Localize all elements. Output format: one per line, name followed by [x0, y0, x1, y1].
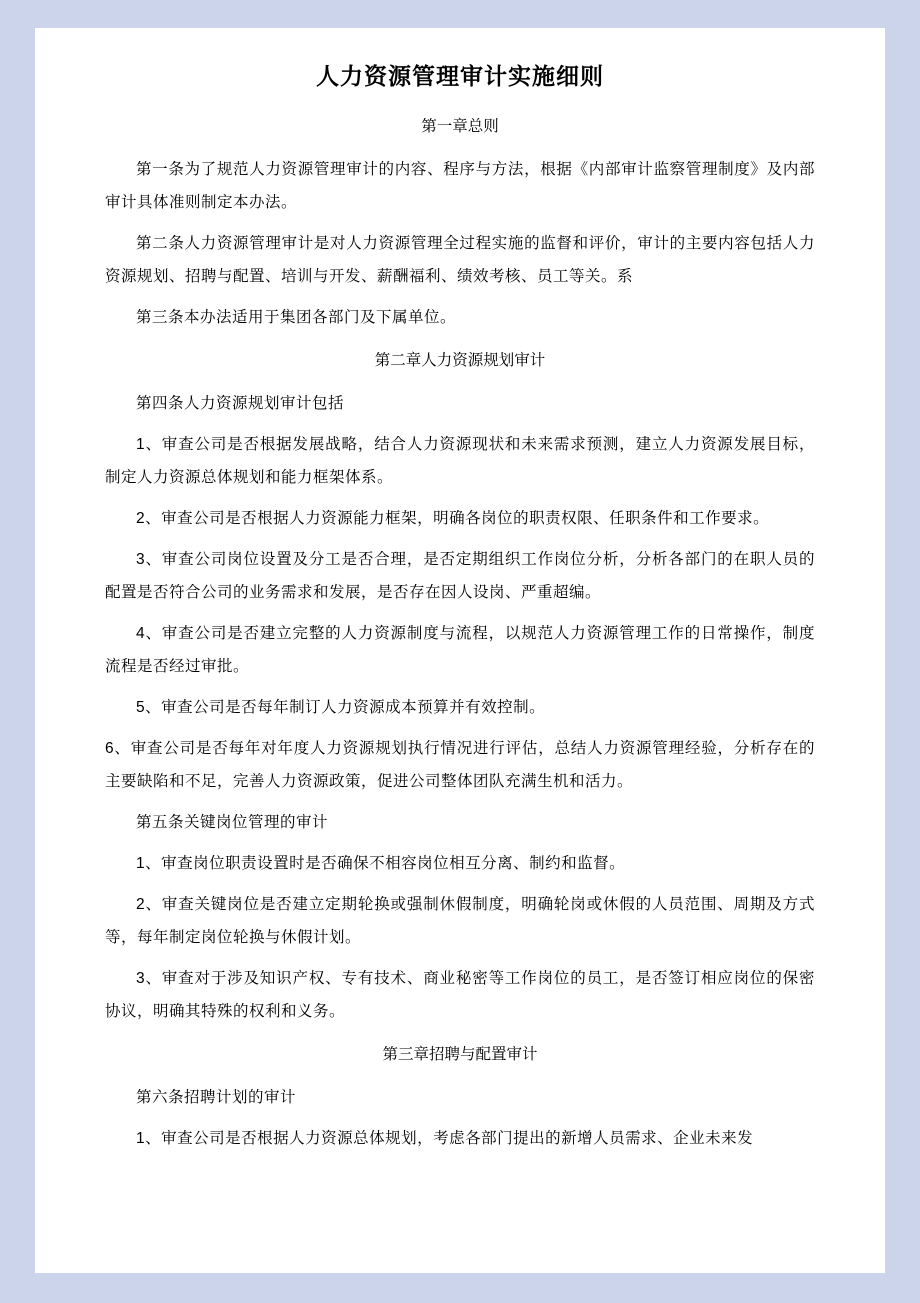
document-page	[35, 28, 885, 1273]
paragraph-article-4: 第四条人力资源规划审计包括	[136, 395, 345, 412]
paragraph-item-5: 5、审查公司是否每年制订人力资源成本预算并有效控制。	[136, 699, 546, 716]
paragraph-item-1: 1、审查公司是否根据发展战略，结合人力资源现状和未来需求预测，建立人力资源发展目标，制定人力资源总体规划和能力框架体系。	[105, 436, 815, 486]
paragraph-item-4: 4、审查公司是否建立完整的人力资源制度与流程，以规范人力资源管理工作的日常操作，制度流程是否经过审批。	[105, 625, 815, 675]
chapter-heading-1: 第一章总则	[421, 118, 499, 135]
paragraph-item-3: 3、审查公司岗位设置及分工是否合理，是否定期组织工作岗位分析，分析各部门的在职人员的配置是否符合公司的业务需求和发展，是否存在因人设岗、严重超编。	[105, 551, 815, 601]
chapter-heading-2: 第二章人力资源规划审计	[374, 352, 546, 369]
paragraph-article-1: 第一条为了规范人力资源管理审计的内容、程序与方法，根据《内部审计监察管理制度》及内部审计具体准则制定本办法。	[105, 161, 815, 211]
paragraph-item-2: 2、审查公司是否根据人力资源能力框架，明确各岗位的职责权限、任职条件和工作要求。	[136, 510, 770, 527]
document-title: 人力资源管理审计实施细则	[316, 63, 604, 89]
paragraph-article-3: 第三条本办法适用于集团各部门及下属单位。	[136, 309, 457, 326]
paragraph-item-6: 6、审查公司是否每年对年度人力资源规划执行情况进行评估，总结人力资源管理经验，分析存在的主要缺陷和不足，完善人力资源政策，促进公司整体团队充满生机和活力。	[105, 740, 815, 790]
paragraph-article-2: 第二条人力资源管理审计是对人力资源管理全过程实施的监督和评价，审计的主要内容包括人力资源规划、招聘与配置、培训与开发、薪酬福利、绩效考核、员工等关。系	[105, 235, 815, 285]
paragraph-item-5-1: 1、审查岗位职责设置时是否确保不相容岗位相互分离、制约和监督。	[136, 855, 626, 872]
paragraph-item-5-3: 3、审查对于涉及知识产权、专有技术、商业秘密等工作岗位的员工，是否签订相应岗位的保密协议，明确其特殊的权利和义务。	[105, 970, 815, 1020]
paragraph-item-5-2: 2、审查关键岗位是否建立定期轮换或强制休假制度，明确轮岗或休假的人员范围、周期及方式等，每年制定岗位轮换与休假计划。	[105, 896, 815, 946]
chapter-heading-3: 第三章招聘与配置审计	[382, 1046, 538, 1063]
paragraph-article-5: 第五条关键岗位管理的审计	[136, 814, 329, 831]
paragraph-article-6: 第六条招聘计划的审计	[136, 1089, 297, 1106]
paragraph-item-6-1: 1、审查公司是否根据人力资源总体规划，考虑各部门提出的新增人员需求、企业未来发	[136, 1130, 754, 1147]
